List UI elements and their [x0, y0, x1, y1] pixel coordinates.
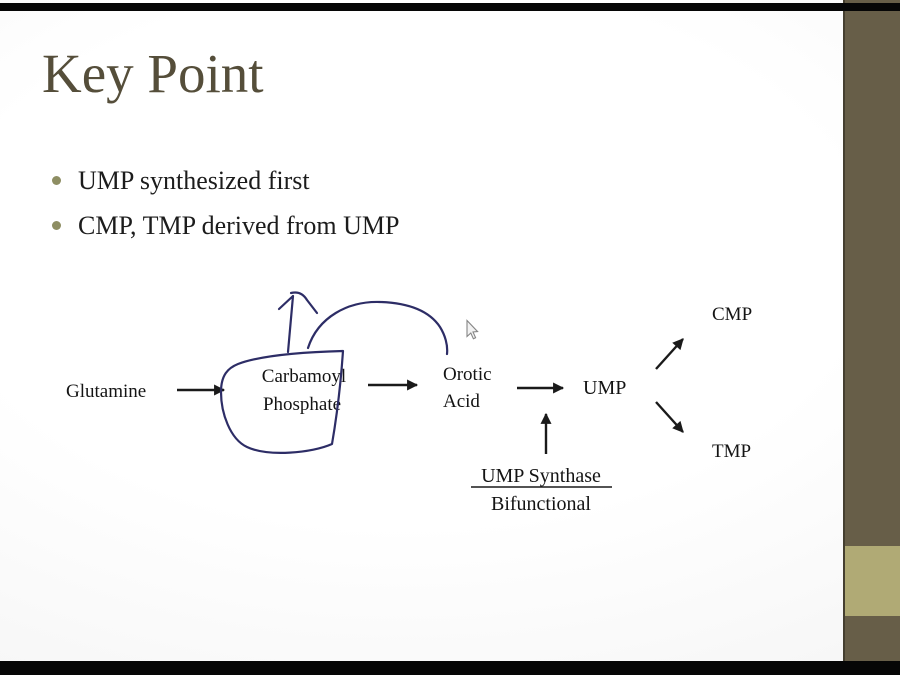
bullet-text: UMP synthesized first	[78, 165, 310, 195]
cmp-label: CMP	[712, 304, 753, 325]
pathway-diagram	[0, 270, 820, 530]
arrow-ump-to-tmp	[656, 402, 683, 432]
ump-label: UMP	[583, 377, 627, 399]
bullet-item	[52, 158, 399, 203]
ump-synthase-label: UMP Synthase	[481, 465, 601, 487]
bullet-list	[52, 158, 399, 248]
ink-up-arrow-annotation	[279, 292, 317, 352]
glutamine-label: Glutamine	[66, 381, 147, 402]
orotic-acid-label: Orotic	[443, 364, 492, 385]
carbamoyl-phosphate-label: Phosphate	[262, 394, 342, 415]
bifunctional-label: Bifunctional	[491, 493, 591, 515]
page-title: Key Point	[42, 43, 264, 104]
bullet-item	[52, 203, 399, 248]
bullet-dot-icon	[52, 221, 61, 230]
tmp-label: TMP	[712, 441, 752, 462]
orotic-acid-label: Acid	[443, 391, 480, 412]
side-band-accent-square	[845, 546, 900, 616]
side-band	[843, 0, 900, 675]
carbamoyl-phosphate-label: Carbamoyl	[261, 366, 347, 387]
letterbox-bottom-bar	[0, 661, 900, 675]
bullet-text: CMP, TMP derived from UMP	[78, 210, 400, 240]
bullet-dot-icon	[52, 176, 61, 185]
ink-arc-annotation	[308, 302, 447, 354]
arrow-ump-to-cmp	[656, 339, 683, 369]
letterbox-top-bar	[0, 3, 900, 11]
mouse-pointer-icon	[467, 321, 478, 339]
